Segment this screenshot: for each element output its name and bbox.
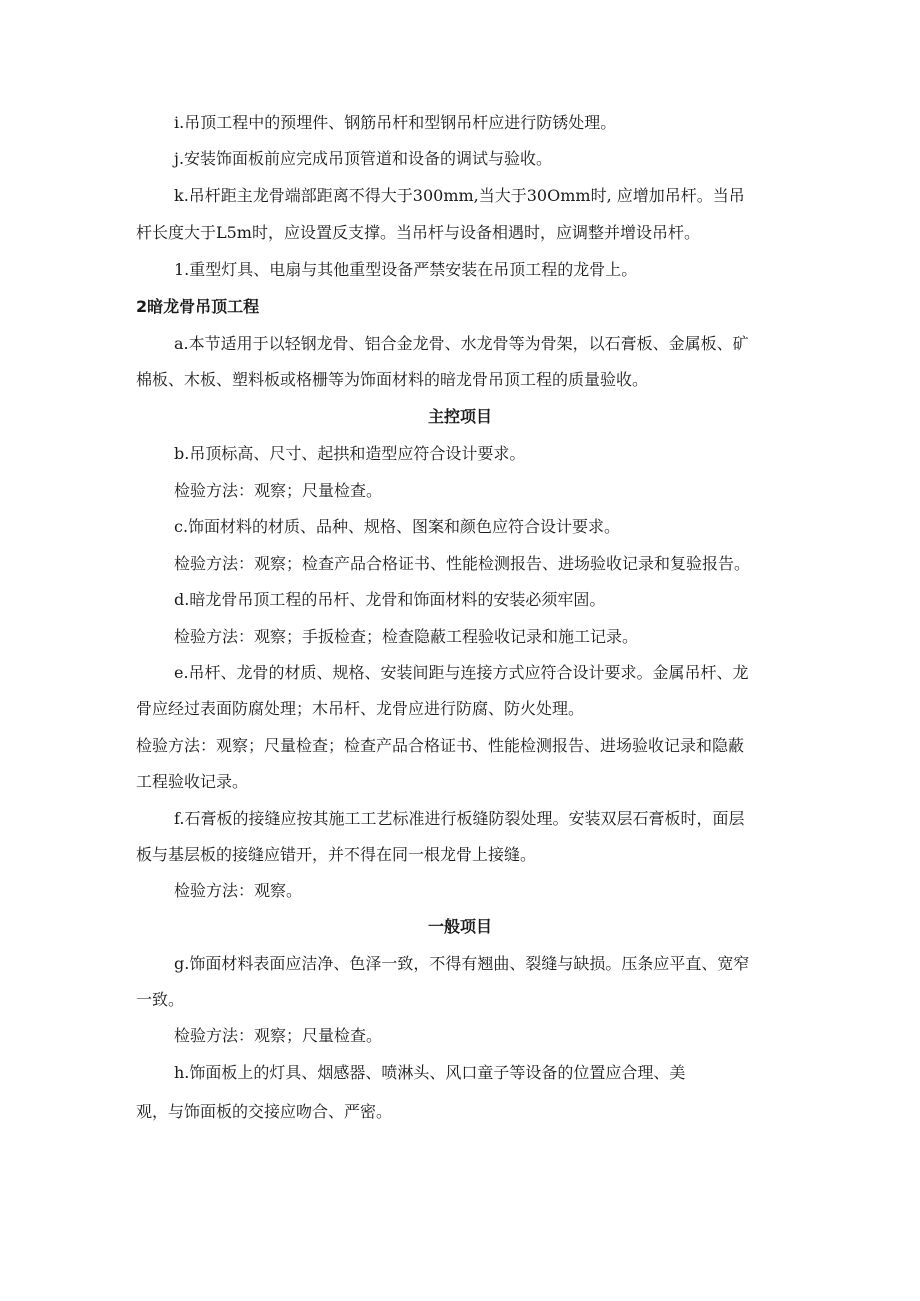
paragraph-d-check: 检验方法：观察；手扳检查；检查隐蔽工程验收记录和施工记录。	[174, 627, 639, 646]
paragraph-b-check: 检验方法：观察；尺量检查。	[174, 481, 383, 500]
paragraph-f-line1: f.石膏板的接缝应按其施工工艺标准进行板缝防裂处理。安装双层石膏板时，面层	[174, 809, 745, 828]
paragraph-f-check: 检验方法：观察。	[174, 881, 303, 900]
paragraph-e-check-line1: 检验方法：观察；尺量检查；检查产品合格证书、性能检测报告、进场验收记录和隐蔽	[136, 736, 745, 755]
paragraph-b: b.吊顶标高、尺寸、起拱和造型应符合设计要求。	[174, 444, 526, 463]
paragraph-k-line2: 杆长度大于L5m时，应设置反支撑。当吊杆与设备相遇时，应调整并增设吊杆。	[136, 223, 700, 242]
paragraph-h-line2: 观，与饰面板的交接应吻合、严密。	[136, 1102, 393, 1121]
paragraph-g-line2: 一致。	[136, 990, 185, 1009]
paragraph-k-line1: k.吊杆距主龙骨端部距离不得大于300mm,当大于30Omm时, 应增加吊杆。当吊	[174, 186, 745, 205]
paragraph-i: i.吊顶工程中的预埋件、钢筋吊杆和型钢吊杆应进行防锈处理。	[174, 113, 617, 132]
paragraph-g-line1: g.饰面材料表面应洁净、色泽一致，不得有翘曲、裂缝与缺损。压条应平直、宽窄	[174, 954, 750, 973]
paragraph-f-line2: 板与基层板的接缝应错开，并不得在同一根龙骨上接缝。	[136, 845, 537, 864]
paragraph-e-line1: e.吊杆、龙骨的材质、规格、安装间距与连接方式应符合设计要求。金属吊杆、龙	[174, 663, 749, 682]
paragraph-g-check: 检验方法：观察；尺量检查。	[174, 1026, 383, 1045]
paragraph-h-line1: h.饰面板上的灯具、烟感器、喷淋头、风口童子等设备的位置应合理、美	[174, 1063, 686, 1082]
heading-main-items: 主控项目	[427, 407, 492, 426]
section-title: 2暗龙骨吊顶工程	[136, 297, 260, 316]
heading-general-items: 一般项目	[427, 917, 492, 936]
paragraph-e-line2: 骨应经过表面防腐处理；木吊杆、龙骨应进行防腐、防火处理。	[136, 699, 585, 718]
paragraph-a-line1: a.本节适用于以轻钢龙骨、铝合金龙骨、水龙骨等为骨架，以石膏板、金属板、矿	[174, 334, 749, 353]
paragraph-l: 1.重型灯具、电扇与其他重型设备严禁安装在吊顶工程的龙骨上。	[174, 260, 638, 279]
paragraph-a-line2: 棉板、木板、塑料板或格栅等为饰面材料的暗龙骨吊顶工程的质量验收。	[136, 370, 649, 389]
paragraph-j: j.安装饰面板前应完成吊顶管道和设备的调试与验收。	[174, 149, 553, 168]
paragraph-c: c.饰面材料的材质、品种、规格、图案和颜色应符合设计要求。	[174, 517, 621, 536]
paragraph-e-check-line2: 工程验收记录。	[136, 772, 249, 791]
paragraph-c-check: 检验方法：观察；检查产品合格证书、性能检测报告、进场验收记录和复验报告。	[174, 554, 751, 573]
paragraph-d: d.暗龙骨吊顶工程的吊杆、龙骨和饰面材料的安装必须牢固。	[174, 590, 606, 609]
